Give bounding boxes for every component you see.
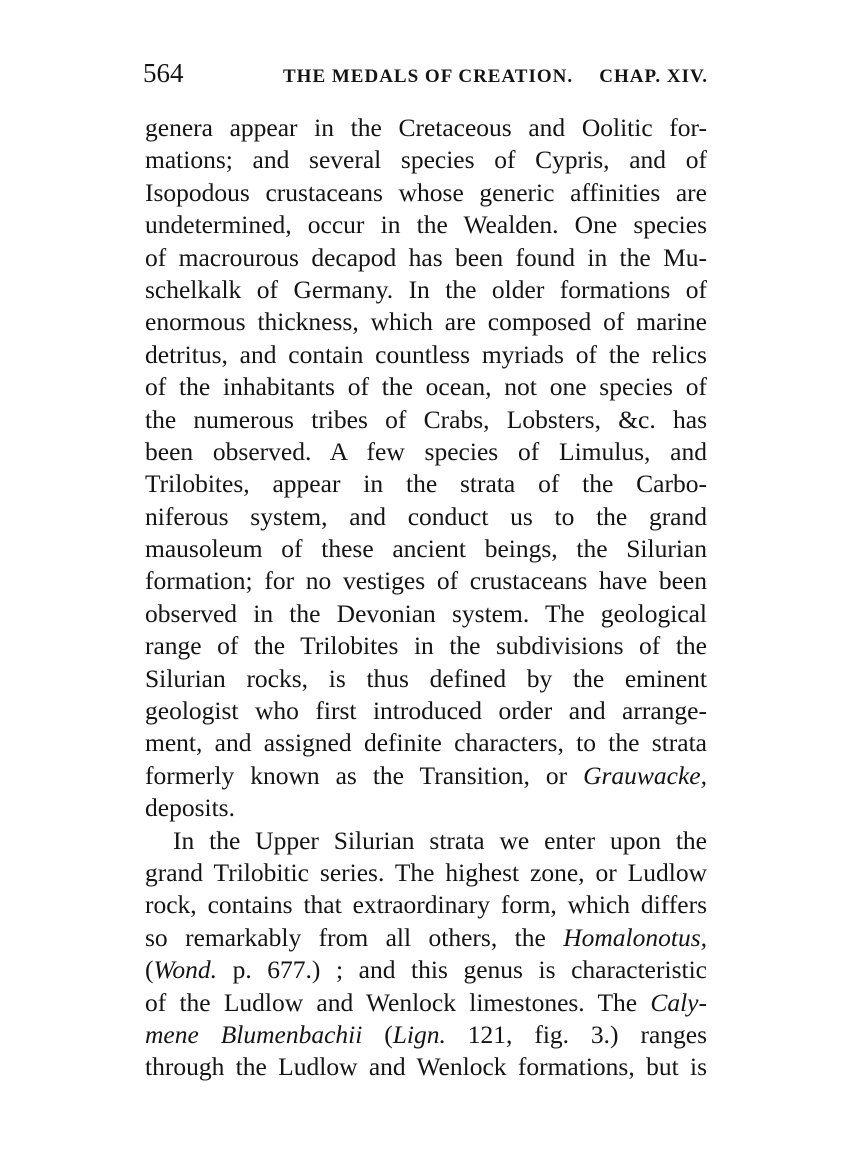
text-line bbox=[145, 987, 707, 1019]
italic-term: Caly- bbox=[650, 987, 707, 1017]
text-line: geologist who first introduced order and arrange- bbox=[145, 696, 707, 726]
page-header bbox=[143, 58, 708, 92]
text-line: of macrourous decapod has been found in the Mu- bbox=[145, 242, 707, 272]
text-line: range of the Trilobites in the subdivisions of the bbox=[145, 631, 707, 661]
text-line bbox=[145, 760, 707, 792]
text-line: enormous thickness, which are composed of marine bbox=[145, 307, 707, 337]
text-line: formation; for no vestiges of crustaceans have been bbox=[145, 566, 707, 596]
text-line: ment, and assigned definite characters, to the strata bbox=[145, 728, 707, 758]
text-line: of the inhabitants of the ocean, not one species of bbox=[145, 372, 707, 402]
italic-term: mene Blumenbachii bbox=[145, 1019, 363, 1049]
running-title: THE MEDALS OF CREATION. bbox=[283, 66, 574, 87]
text-run: ( bbox=[145, 955, 154, 985]
text-line: grand Trilobitic series. The highest zone, or Ludlow bbox=[145, 857, 707, 887]
text-run: p. 677.) ; and this genus is characteristic bbox=[217, 955, 707, 985]
text-run: ( bbox=[362, 1019, 393, 1049]
text-run: so remarkably from all others, the bbox=[145, 922, 564, 952]
text-run: 121, fig. 3.) ranges bbox=[445, 1019, 708, 1049]
body-text bbox=[145, 112, 707, 1084]
text-line: mausoleum of these ancient beings, the Silurian bbox=[145, 534, 707, 564]
text-line: observed in the Devonian system. The geological bbox=[145, 598, 707, 628]
text-line: been observed. A few species of Limulus, and bbox=[145, 436, 707, 466]
chapter-label: CHAP. XIV. bbox=[599, 66, 708, 87]
italic-term: Grauwacke, bbox=[583, 760, 707, 790]
italic-term: Homalonotus, bbox=[563, 922, 707, 952]
text-run: formerly known as the Transition, or bbox=[145, 760, 584, 790]
text-line: deposits. bbox=[145, 793, 235, 823]
italic-term: Wond. bbox=[153, 955, 218, 985]
text-run: of the Ludlow and Wenlock limestones. The bbox=[145, 987, 651, 1017]
text-line: niferous system, and conduct us to the grand bbox=[145, 501, 707, 531]
text-line: the numerous tribes of Crabs, Lobsters, &c. has bbox=[145, 404, 707, 434]
text-line: undetermined, occur in the Wealden. One species bbox=[145, 210, 707, 240]
page-number: 564 bbox=[143, 58, 184, 88]
text-line: Isopodous crustaceans whose generic affinities are bbox=[145, 177, 707, 207]
text-line bbox=[145, 1019, 707, 1051]
text-line: through the Ludlow and Wenlock formations, but is bbox=[145, 1052, 707, 1082]
text-line: genera appear in the Cretaceous and Oolitic for- bbox=[145, 113, 707, 142]
text-line: Silurian rocks, is thus defined by the eminent bbox=[145, 663, 707, 693]
text-line: Trilobites, appear in the strata of the Carbo- bbox=[145, 469, 707, 499]
text-line: rock, contains that extraordinary form, which differs bbox=[145, 890, 707, 920]
italic-term: Lign. bbox=[392, 1019, 446, 1049]
text-line bbox=[145, 922, 707, 954]
text-line bbox=[145, 954, 707, 986]
text-line: schelkalk of Germany. In the older formations of bbox=[145, 274, 707, 304]
text-line: detritus, and contain countless myriads of the relics bbox=[145, 339, 707, 369]
text-line: mations; and several species of Cypris, and of bbox=[145, 145, 707, 175]
text-line: In the Upper Silurian strata we enter upon the bbox=[173, 825, 707, 855]
